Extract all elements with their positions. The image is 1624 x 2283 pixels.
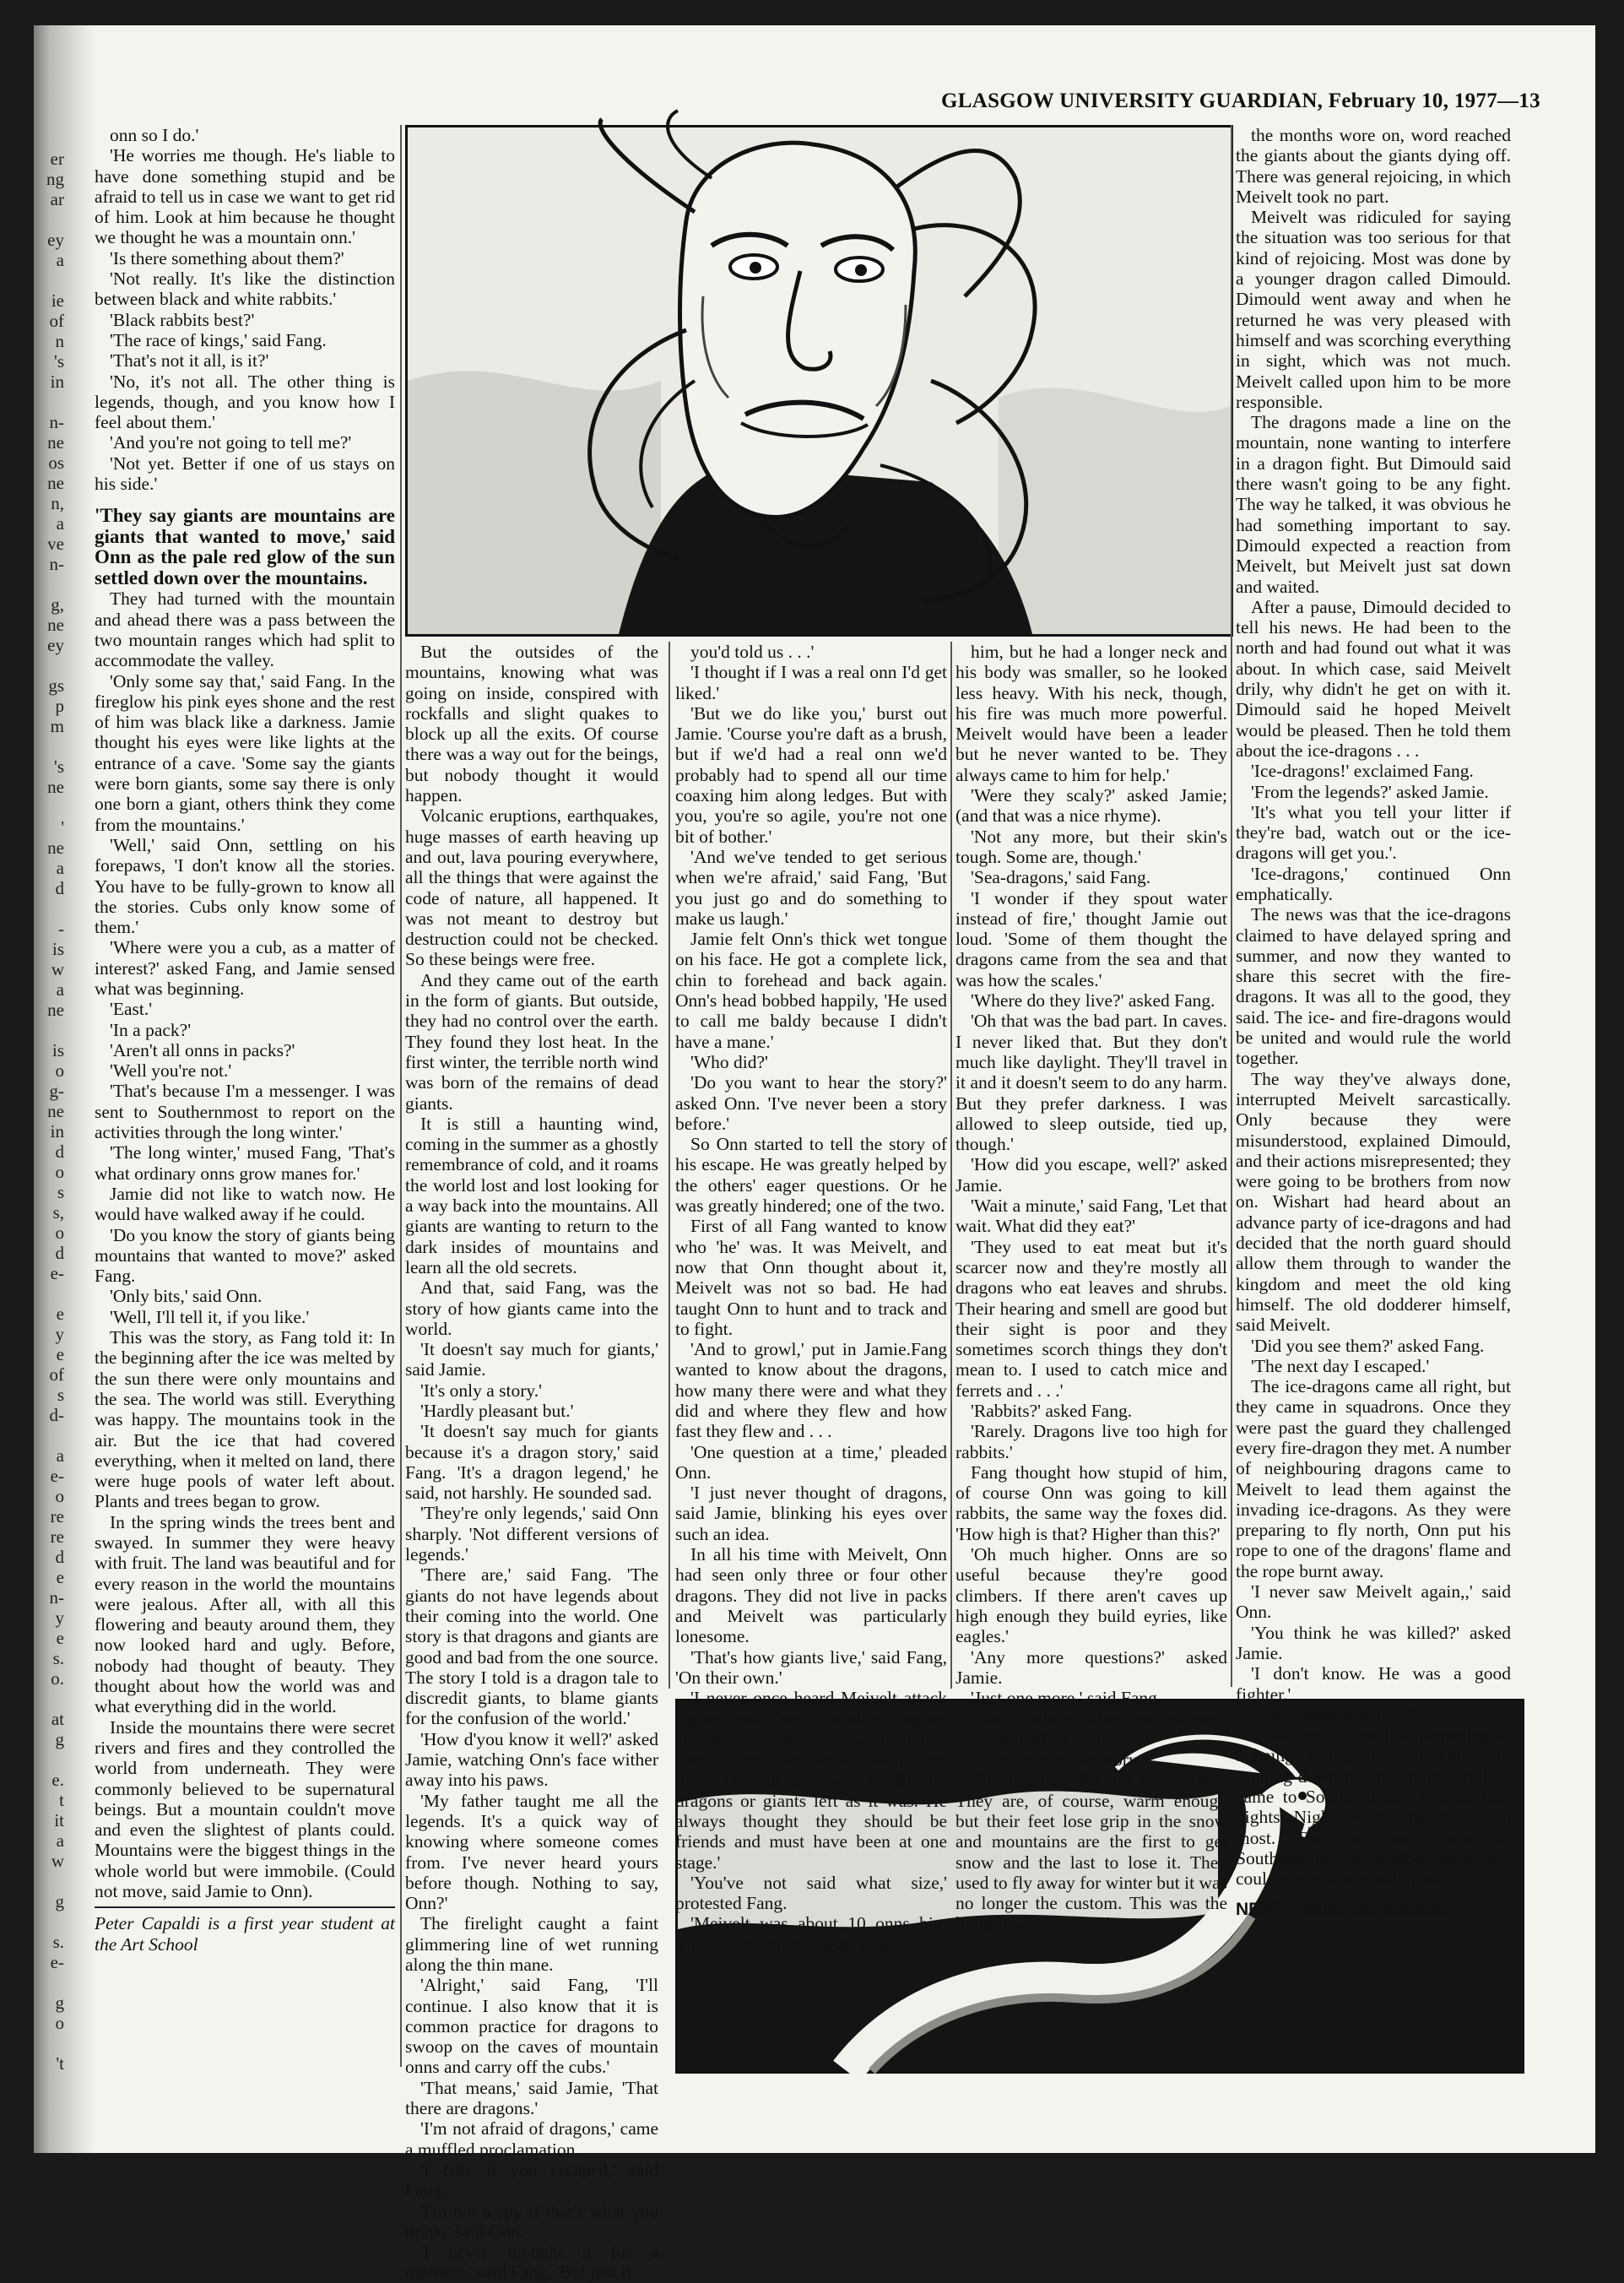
margin-fragment: in (50, 1121, 64, 1142)
paragraph: 'Were they scaly?' asked Jamie; (and that was a nice rhyme). (955, 785, 1227, 827)
paragraph: 'It's what you tell your litter if they're bad, watch out or the ice-dragons will get you.'. (1236, 801, 1511, 864)
paragraph: 'I take it you escaped,' said Fang. (405, 2159, 658, 2201)
paragraph: 'East.' (110, 999, 153, 1020)
column-3 (675, 642, 947, 1955)
paragraph: 'I don't know. He was a good fighter.' (1236, 1663, 1511, 1705)
paragraph: the months wore on, word reached the giants about the giants dying off. There was general rejoicing, in which Meivelt took no part. (1236, 125, 1511, 207)
paragraph: Volcanic eruptions, earthquakes, huge masses of earth heaving up and out, lava pouring everywhere, all the things that were against the code of nature, all happened. It was not meant to destroy but destruction could not be checked. So these beings were free. (405, 805, 658, 970)
margin-fragment: s, (52, 1202, 64, 1223)
margin-fragment (39, 1020, 64, 1040)
margin-fragment: e. (51, 1770, 64, 1790)
margin-fragment: ne (47, 1101, 64, 1121)
margin-fragment: ' (61, 817, 64, 838)
margin-fragment: o (55, 1486, 64, 1506)
margin-fragment: a (56, 979, 64, 1000)
margin-fragment (39, 655, 64, 675)
margin-fragment (39, 797, 64, 817)
paragraph: 'That's part of the story.' (971, 1749, 1145, 1771)
newspaper-page (34, 25, 1595, 2283)
paragraph: 'It doesn't say much for giants,' said Jamie. (405, 1339, 658, 1380)
margin-fragment (39, 898, 64, 919)
margin-fragment: d (55, 878, 64, 898)
margin-fragment: er (50, 149, 64, 169)
column-rule (400, 125, 402, 2067)
margin-fragment: e (56, 1344, 64, 1364)
paragraph: 'You've not said what size,' protested Fang. (675, 1872, 947, 1914)
paragraph: NEXT: Inside the volcano (1236, 1899, 1447, 1919)
paragraph: 'My father taught me all the legends. It's a quick way of knowing where someone comes from. I've never heard yours before though. Nothing to say, Onn?' (405, 1790, 658, 1914)
paragraph: 'You think he was killed?' asked Jamie. (1236, 1622, 1511, 1663)
margin-fragment: a (56, 1830, 64, 1851)
paragraph: 'The long winter,' mused Fang, 'That's what ordinary onns grow manes for.' (95, 1142, 395, 1184)
paragraph: This was the story, as Fang told it: In the beginning after the ice was melted by the sun there were only mountains and the sea. The world was still. Everything was happy. The mountains took in the air. But the ice that had covered everything, when it melted on land, there were huge pools of water left about. Plants and trees began to grow. (95, 1327, 395, 1512)
paragraph: 'Where do they live?' asked Fang. (971, 990, 1215, 1011)
paragraph: 'There are,' said Fang. 'The giants do not have legends about their coming into the world. One story is that dragons and giants are good and bad from the one source. The story I told is a dragon tale to discredit giants, to blame giants for the confusion of the world.' (405, 1564, 658, 1729)
margin-fragment: t (59, 1790, 64, 1810)
margin-fragment: s. (52, 1648, 64, 1668)
margin-fragment: m (50, 716, 64, 736)
margin-fragment: a (56, 1445, 64, 1466)
margin-fragment (39, 1283, 64, 1304)
margin-fragment: o. (51, 1668, 64, 1689)
paragraph: The news was that the ice-dragons claimed to have delayed spring and summer, and now they wanted to share this secret with the fire-dragons. It was all to the good, they said. The ice- and fire-dragons would be united and would rule the world together. (1236, 904, 1511, 1069)
paragraph: 'Do you know the story of giants being mountains that wanted to move?' asked Fang. (95, 1224, 395, 1287)
margin-fragment: 's (54, 756, 64, 777)
paragraph: 'But we do like you,' burst out Jamie. 'Course you're daft as a brush, but if we'd had a real onn we'd probably had to spend all our time coaxing him along ledges. But with you, you're so agile, you're not one bit of bother.' (675, 702, 947, 847)
margin-fragment: s. (52, 1932, 64, 1952)
paragraph: 'I never saw Meivelt again,,' said Onn. (1236, 1581, 1511, 1623)
margin-fragment: it (54, 1810, 64, 1830)
paragraph: 'The next day I escaped.' (1251, 1355, 1430, 1376)
margin-fragment: ey (47, 230, 64, 250)
paragraph: 'Well, I'll tell it, if you like.' (110, 1306, 310, 1327)
paragraph: The dragons made a line on the mountain, none wanting to interfere in a dragon fight. But Dimould said there wasn't going to be any fight. The way he talked, it was obvious he had something important to say. Dimould expected a reaction from Meivelt, but Meivelt just sat down and waited. (1236, 412, 1511, 597)
paragraph: 'They used to eat meat but it's scarcer now and they're mostly all dragons who eat leaves and shrubs. Their hearing and smell are good but their sight is poor and they sometimes scorch things they don't mean to. I used to catch mice and ferrets and . . .' (955, 1236, 1227, 1401)
margin-fragment: e (56, 1628, 64, 1648)
margin-fragment: y (55, 1608, 64, 1628)
paragraph: 'I'm not a spy if that's what you think,' said Onn. (405, 2200, 658, 2242)
margin-fragment: 's (54, 351, 64, 371)
margin-fragments (39, 149, 64, 2116)
margin-fragment: g (55, 1891, 64, 1912)
paragraph: 'Just one more,' said Fang. (971, 1688, 1162, 1709)
paragraph: 'Is there something about them?' (110, 247, 344, 268)
paragraph: onn so I do.' (110, 125, 199, 145)
margin-fragment: d (55, 1142, 64, 1162)
paragraph: 'Not really. It's like the distinction between black and white rabbits.' (95, 268, 395, 310)
margin-fragment: re (50, 1506, 64, 1527)
paragraph: Jamie felt Onn's thick wet tongue on his face. He got a complete lick, chin to forehead and back again. Onn's head bobbed happily, 'He used to call me baldy because I didn't have a mane.' (675, 929, 947, 1052)
margin-fragment: n- (49, 1587, 64, 1608)
margin-fragment: ne (47, 838, 64, 858)
margin-fragment (39, 1871, 64, 1891)
margin-fragment: a (56, 513, 64, 534)
margin-fragment: a (56, 858, 64, 878)
margin-fragment: o (55, 1223, 64, 1243)
margin-fragment: d (55, 1243, 64, 1263)
column-rule (950, 642, 952, 1689)
paragraph: 'I thought if I was a real onn I'd get liked.' (675, 662, 947, 703)
paragraph: The dragons did not like winter. They are, of course, warm enough but their feet lose grip in the snow and mountains are the first to get snow and the last to lose it. They used to fly away for winter but it was no longer the custom. This was the longest winter ever. As (955, 1770, 1227, 1934)
margin-fragment: ne (47, 777, 64, 797)
paragraph: 'They're only legends,' said Onn sharply. 'Not different versions of legends.' (405, 1503, 658, 1565)
margin-fragment (39, 1972, 64, 1993)
column-5 (1236, 125, 1511, 1919)
margin-fragment: o (55, 2013, 64, 2033)
margin-fragment: g (55, 1729, 64, 1749)
paragraph: 'Rabbits?' asked Fang. (971, 1400, 1133, 1421)
paragraph: 'Wait a minute,' said Fang, 'Let that wait. What did they eat?' (955, 1196, 1227, 1237)
margin-fragment: of (49, 311, 64, 331)
paragraph: 'That means,' said Jamie, 'That there are dragons.' (405, 2077, 658, 2119)
column-2 (405, 642, 658, 2283)
paragraph: 'Alright,' said Fang, 'I'll continue. I also know that it is common practice for dragons to swoop on the caves of mountain onns and carry off the cubs.' (405, 1975, 658, 2078)
margin-fragment: n (55, 331, 64, 351)
paragraph: 'Only bits,' said Onn. (110, 1286, 263, 1307)
paragraph: Jamie did not like to watch now. He would have walked away if he could. (95, 1183, 395, 1225)
margin-fragment: ne (47, 473, 64, 493)
paragraph: 'It's only a story.' (420, 1380, 542, 1401)
paragraph: 'That's because I'm a messenger. I was sent to Southernmost to report on the activities through the long winter.' (95, 1081, 395, 1143)
margin-fragment: is (51, 1040, 64, 1060)
paragraph: 'Where were you a cub, as a matter of interest?' asked Fang, and Jamie sensed what was beginning. (95, 937, 395, 999)
margin-fragment: o (55, 1060, 64, 1081)
paragraph: 'Rarely. Dragons live too high for rabbits.' (955, 1421, 1227, 1462)
paragraph: 'That's not it all, is it?' (110, 350, 269, 371)
margin-fragment (39, 270, 64, 290)
paragraph: 'One question at a time,' pleaded Onn. (675, 1441, 947, 1483)
paragraph: Fang thought how stupid of him, of course Onn was going to kill rabbits, the same way the foxes did. 'How high is that? Higher than this?' (955, 1461, 1227, 1544)
margin-fragment (39, 1912, 64, 1932)
margin-fragment: 't (56, 2053, 64, 2074)
paragraph: 'And to growl,' put in Jamie.Fang wanted to know about the dragons, how many there were and what they did and where they flew and how fast they flew and . . . (675, 1339, 947, 1442)
margin-fragment: g- (49, 1081, 64, 1101)
margin-fragment (39, 1749, 64, 1770)
paragraph: 'Hardly pleasant but.' (420, 1400, 574, 1421)
paragraph: you'd told us . . .' (690, 642, 815, 662)
paragraph: 'Not yet. Better if one of us stays on his side.' (95, 453, 395, 495)
margin-fragment (39, 2033, 64, 2053)
paragraph: 'Ice-dragons!' exclaimed Fang. (1251, 761, 1474, 782)
margin-fragment: g, (51, 594, 64, 615)
paragraph: 'Oh that was the bad part. In caves. I never liked that. But they don't much like daylight. They'll travel in it and it doesn't seem to do any harm. But they prefer darkness. I was allowed to sleep outside, tied up, though.' (955, 1011, 1227, 1155)
margin-fragment: d- (49, 1405, 64, 1425)
paragraph: The way they've always done, interrupted Meivelt sarcastically. Only because they were misunderstood, explained Dimould, and their actions misrepresented; they were going to be brothers from now on. Wishart had heard about an advance party of ice-dragons and had decided that the north guard should allow them through to wander the kingdom and meet the old king himself. The old dodderer himself, said Meivelt. (1236, 1068, 1511, 1336)
paragraph: 'And we've tended to get serious when we're afraid,' said Fang, 'But you just go and do something to make us laugh.' (675, 846, 947, 929)
paragraph: 'Oh much higher. Onns are so useful because they're good climbers. If there aren't caves up high enough they build eyries, like eagles.' (955, 1544, 1227, 1647)
margin-fragment: n, (51, 493, 64, 513)
paragraph: 'Was it winter when you escaped, and did it affect them?' (955, 1708, 1227, 1749)
margin-fragment: n- (49, 412, 64, 432)
paragraph: 'How d'you know it well?' asked Jamie, watching Onn's face wither away into his paws. (405, 1728, 658, 1791)
paragraph: 'Well you're not.' (110, 1060, 232, 1082)
margin-fragment: w (51, 959, 64, 979)
margin-fragment: w (51, 1851, 64, 1871)
page-folio: GLASGOW UNIVERSITY GUARDIAN, February 10, 1977—13 (941, 89, 1540, 112)
paragraph: 'I'm not afraid of dragons,' came a muffled proclamation. (405, 2118, 658, 2160)
paragraph: 'No, it's not all. The other thing is legends, though, and you know how I feel about them.' (95, 371, 395, 433)
paragraph: 'Only some say that,' said Fang. In the fireglow his pink eyes shone and the rest of him was black like a darkness. Jamie thought his eyes were like lights at the entrance of a cave. 'Some say the giants were born giants, some say there is only one born a giant, others think they come from the mountains.' (95, 670, 395, 835)
paragraph: But the outsides of the mountains, knowing what was going on inside, conspired with rockfalls and slight quakes to block up all the exits. Of course there was a way out for the beings, but nobody thought it would happen. (405, 642, 658, 806)
margin-fragment: s (57, 1182, 64, 1202)
paragraph: 'They say giants are mountains are giants that wanted to move,' said Onn as the pale red glow of the sun settled down over the mountains. (95, 505, 395, 588)
margin-fragment (39, 736, 64, 756)
margin-fragment: a (56, 250, 64, 270)
margin-fragment: ie (51, 290, 64, 311)
paragraph: 'And you're not going to tell me?' (110, 432, 352, 453)
margin-fragment (39, 209, 64, 230)
margin-fragment: at (51, 1709, 64, 1729)
margin-fragment (39, 574, 64, 594)
paragraph: 'I never once heard Meivelt attack a giant,' said Onn. 'The other dragons all did. It was always how much they hated giants. But Meivelt would not listen. He said there were hardly any dragons or giants left as it was. He always thought they should be friends and must have been at one stage.' (675, 1688, 947, 1873)
paragraph: 'Meivelt was about 10 onns big. There were others bigger than (675, 1913, 947, 1955)
giant-face-illustration (405, 125, 1233, 637)
margin-fragment: gs (48, 675, 64, 696)
margin-fragment: re (50, 1527, 64, 1547)
paragraph: After a pause, Dimould decided to tell his news. He had been to the north and had found out what it was about. In which case, said Meivelt drily, why didn't he get on with it. Dimould said he hoped Meivelt would be pleased. Then he told them about the ice-dragons . . . (1236, 596, 1511, 761)
margin-fragment: ey (47, 635, 64, 655)
paragraph: 'Any more questions?' asked Jamie. (955, 1646, 1227, 1688)
margin-fragment: p (55, 696, 64, 716)
paragraph: 'Aren't all onns in packs?' (110, 1039, 295, 1060)
margin-fragment: y (55, 1324, 64, 1344)
paragraph: 'How did you escape, well?' asked Jamie. (955, 1154, 1227, 1196)
margin-fragment: ar (50, 189, 64, 209)
column-4 (955, 642, 1227, 1934)
margin-fragment: - (58, 919, 64, 939)
margin-fragment: d (55, 1547, 64, 1567)
margin-fragment: n- (49, 554, 64, 574)
margin-fragment: ne (47, 1000, 64, 1020)
margin-fragment: o (55, 1162, 64, 1182)
margin-fragment: ne (47, 615, 64, 635)
paragraph: They had turned with the mountain and ahead there was a pass between the two mountain ranges which had split to accommodate the valley. (95, 588, 395, 671)
paragraph: 'I just never thought of dragons, said Jamie, blinking his eyes over such an idea. (675, 1483, 947, 1544)
paragraph: In the spring winds the trees bent and swayed. In summer they were heavy with fruit. The land was beautiful and for every reason in the world the mountains were jealous. After all, with all this flowering and beauty around them, they now looked hard and ugly. Before, nobody had thought of beauty. They thought about how the world was and what everything did in the world. (95, 1511, 395, 1717)
paragraph: In all his time with Meivelt, Onn had seen only three or four other dragons. They did not live in packs and Meivelt was particularly lonesome. (675, 1544, 947, 1647)
paragraph: 'Who did?' (690, 1051, 768, 1072)
paragraph: 'That's how giants live,' said Fang, 'On their own.' (675, 1646, 947, 1688)
margin-fragment: e (56, 1567, 64, 1587)
paragraph: 'In a pack?' (110, 1019, 192, 1040)
paragraph: 'He worries me though. He's liable to have done something stupid and be afraid to tell us in case we want to get rid of him. Look at him because he thought we thought he was a mountain onn.' (95, 145, 395, 248)
paragraph: 'Did you see them?' asked Fang. (1251, 1335, 1485, 1356)
paragraph: It is still a haunting wind, coming in the summer as a ghostly remembrance of cold, and it roams the world lost and lost looking for a way back into the mountains. All giants are wanting to return to the dark insides of mountains and learn all the old secrets. (405, 1113, 658, 1277)
paragraph: Peter Capaldi is a first year student at the Art School (95, 1906, 395, 1955)
margin-fragment: e- (50, 1466, 64, 1486)
column-1 (95, 125, 395, 2134)
margin-fragment: ng (46, 169, 64, 189)
paragraph: Inside the mountains there were secret rivers and fires and they controlled the world from underneath. They were commonly believed to be supernatural beings. But a mountain couldn't move and even the slightest of plants could. Mountains were the biggest things in the whole world but were immobile. (Could not move, said Jamie to Onn). (95, 1716, 395, 1902)
margin-fragment (39, 1425, 64, 1445)
paragraph: First of all Fang wanted to know who 'he' was. It was Meivelt, and now that Onn thought about it, Meivelt was not so bad. He had taught Onn to hunt and to track and to fight. (675, 1216, 947, 1339)
margin-fragment: in (50, 371, 64, 392)
margin-fragment: os (48, 453, 64, 473)
margin-fragment: is (51, 939, 64, 959)
paragraph: 'I wonder if they spout water instead of fire,' thought Jamie out loud. 'Some of them thought the dragons came from the sea and that was how the scales.' (955, 887, 1227, 990)
paragraph: And that, said Fang, was the story of how giants came into the world. (405, 1277, 658, 1339)
paragraph: 'Black rabbits best?' (110, 309, 255, 330)
paragraph: 'It doesn't say much for giants because it's a dragon story,' said Fang. 'It's a dragon legend,' he said, not harshly. He sounded sad. (405, 1421, 658, 1504)
paragraph: 'Not any more, but their skin's tough. Some are, though.' (955, 826, 1227, 867)
paragraph: 'I never thought it for a moment,' said Fang, 'But just if (405, 2242, 658, 2283)
paragraph: 'What happened next?' (1251, 1704, 1415, 1725)
column-rule (669, 642, 670, 1689)
paragraph: Meivelt was ridiculed for saying the situation was too serious for that kind of rejoicing. Most was done by a younger dragon called Dimould. Dimould went away and when he returned he was very pleased with himself and was scorching everything in sight, which was not much. Meivelt called upon him to be more responsible. (1236, 207, 1511, 412)
paragraph: 'Do you want to hear the story?' asked Onn. 'I've never been a story before.' (675, 1072, 947, 1134)
margin-fragment: of (49, 1364, 64, 1385)
paragraph: 'Ice-dragons,' continued Onn emphatically. (1236, 863, 1511, 904)
column-rule (1231, 125, 1232, 1687)
margin-fragment: ve (47, 534, 64, 554)
margin-fragment: e- (50, 1263, 64, 1283)
margin-fragment: s (57, 1385, 64, 1405)
margin-fragment: ne (47, 432, 64, 453)
paragraph: 'Sea-dragons,' said Fang. (971, 867, 1151, 888)
paragraph: The ice-dragons came all right, but they came in squadrons. Once they were past the guard they challenged every fire-dragon they met. A number of neighbouring dragons came to Meivelt to lead them against the invading ice-dragons. As they were preparing to fly north, Onn put his rope to one of the dragons' flame and the rope burnt away. (1236, 1376, 1511, 1581)
paragraph: So Onn started to tell the story of his escape. He was greatly helped by the others' eager questions. Or he was greatly hindered; one of the two. (675, 1134, 947, 1217)
margin-fragment: e (56, 1304, 64, 1324)
paragraph: him, but he had a longer neck and his body was smaller, so he looked less heavy. With his neck, though, his fire was much more powerful. Meivelt would have been a leader but he never wanted to be. They always came to him for help.' (955, 642, 1227, 785)
paragraph: And they came out of the earth in the form of giants. But outside, they had no control over the earth. They found they lost heat. In the first winter, the terrible north wind was born of the remains of dead giants. (405, 969, 658, 1114)
paragraph: 'From the legends?' asked Jamie. (1251, 781, 1489, 802)
paragraph: The firelight caught a faint glimmering line of wet running along the thin mane. (405, 1913, 658, 1975)
margin-fragment: g (55, 1993, 64, 2013)
margin-fragment (39, 392, 64, 412)
paragraph: It was not so much a happening as a being. Being in flight. Onn kept running down the mountain. Until he came to Southernmost. It took four nights. Nights were what he feared most. But he had come to Southernmost by another route and could not indicate which way (1236, 1725, 1511, 1890)
margin-fragment: e- (50, 1952, 64, 1972)
paragraph: 'The race of kings,' said Fang. (110, 329, 327, 350)
paragraph: 'Well,' said Onn, settling on his forepaws, 'I don't know all the stories. You have to be fully-grown to know all the stories. Cubs only know some of them.' (95, 834, 395, 938)
margin-fragment (39, 1689, 64, 1709)
